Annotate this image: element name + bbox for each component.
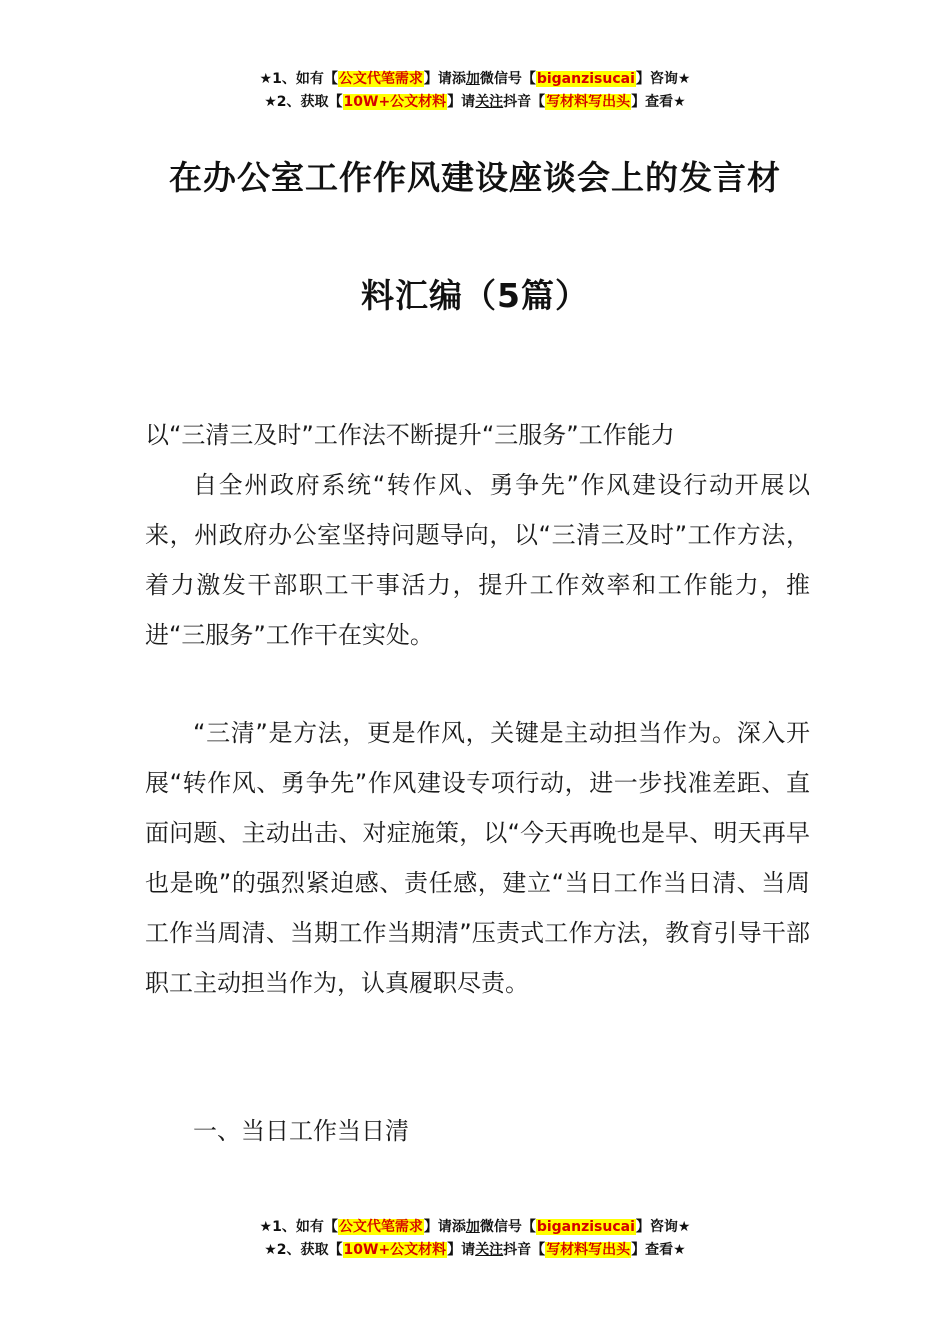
highlight-materials: 10W+公文材料 [343,94,447,110]
document-title-line-2: 料汇编（5篇） [361,276,589,315]
banner-line-1: ★1、如有【公文代笔需求】请添加微信号【biganzisucai】咨询★ [259,1219,691,1235]
highlight-douyin-account: 写材料写出头 [546,94,631,110]
highlight-douyin-account: 写材料写出头 [546,1242,631,1258]
highlight-wechat-id: biganzisucai [536,1219,635,1235]
paragraph-2: “三清”是方法，更是作风，关键是主动担当作为。深入开展“转作风、勇争先”作风建设专项行动，进一步找准差距、直面问题、主动出击、对症施策，以“今天再晚也是早、明天再早也是晚”的强烈紧迫感、责任感，建立“当日工作当日清、当周工作当周清、当期工作当期清”压责式工作方法，教育引导干部职工主动担当作为，认真履职尽责。 [145,719,810,997]
banner-line-1: ★1、如有【公文代笔需求】请添加微信号【biganzisucai】咨询★ [259,71,691,87]
paragraph-1: 自全州政府系统“转作风、勇争先”作风建设行动开展以来，州政府办公室坚持问题导向，以“三清三及时”工作方法，着力激发干部职工干事活力，提升工作效率和工作能力，推进“三服务”工作干在实处。 [145,471,810,649]
highlight-service: 公文代笔需求 [338,1219,423,1235]
highlight-service: 公文代笔需求 [338,71,423,87]
article-subheading: 以“三清三及时”工作法不断提升“三服务”工作能力 [145,421,675,449]
bottom-banner [0,1216,950,1262]
banner-line-2: ★2、获取【10W+公文材料】请关注抖音【写材料写出头】查看★ [264,1242,686,1258]
banner-line-2: ★2、获取【10W+公文材料】请关注抖音【写材料写出头】查看★ [264,94,686,110]
document-title-line-1: 在办公室工作作风建设座谈会上的发言材 [169,158,781,197]
top-banner [0,68,950,114]
highlight-materials: 10W+公文材料 [343,1242,447,1258]
section-heading-1: 一、当日工作当日清 [193,1117,409,1145]
highlight-wechat-id: biganzisucai [536,71,635,87]
